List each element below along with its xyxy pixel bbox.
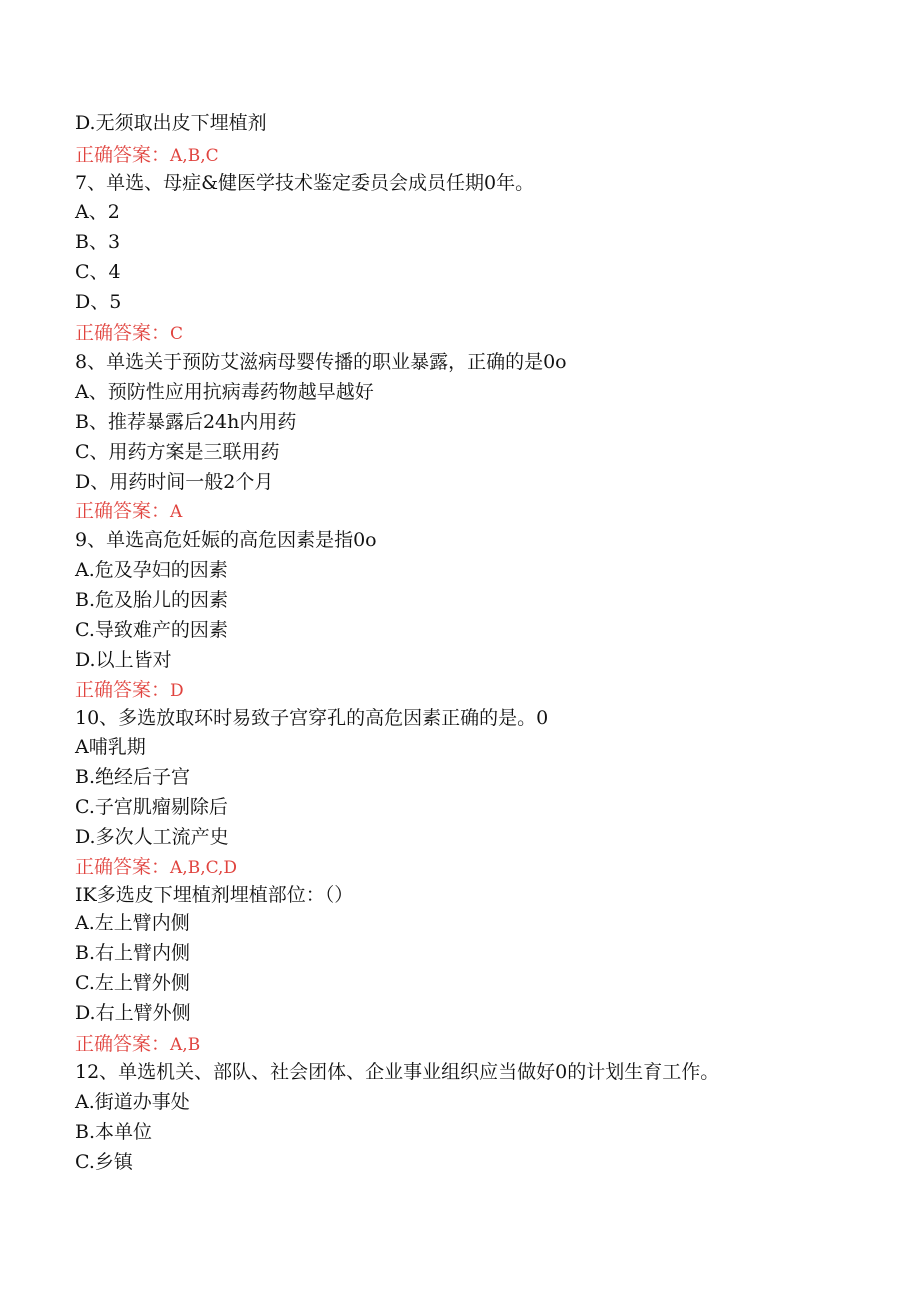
- option-line: A.街道办事处: [75, 1091, 190, 1113]
- option-line: C.子宫肌瘤剔除后: [75, 796, 228, 818]
- question-line: 7、单选、母症&健医学技术鉴定委员会成员任期0年。: [75, 172, 535, 194]
- option-line: B.绝经后子宫: [75, 766, 191, 788]
- answer-label: 正确答案：: [75, 1033, 171, 1055]
- answer-line: [75, 318, 183, 348]
- option-line: A、2: [75, 201, 120, 223]
- answer-label: 正确答案：: [75, 322, 171, 344]
- option-line: D、用药时间一般2个月: [75, 471, 274, 493]
- answer-line: [75, 496, 182, 526]
- option-line: D.多次人工流产史: [75, 826, 229, 848]
- option-line: D.右上臂外侧: [75, 1002, 191, 1024]
- answer-label: 正确答案：: [75, 500, 171, 522]
- answer-value: A: [170, 502, 183, 522]
- option-line: C、4: [75, 261, 121, 283]
- option-line: A哺乳期: [75, 736, 146, 758]
- option-line: B.危及胎儿的因素: [75, 589, 229, 611]
- question-line: IK多选皮下埋植剂埋植部位：（）: [75, 884, 354, 906]
- option-line: B.右上臂内侧: [75, 942, 191, 964]
- option-line: B、3: [75, 231, 121, 253]
- option-line: C、用药方案是三联用药: [75, 441, 280, 463]
- option-line: C.左上臂外侧: [75, 972, 190, 994]
- answer-value: A,B: [170, 1035, 201, 1055]
- option-line: C.乡镇: [75, 1151, 133, 1173]
- answer-value: D: [170, 681, 184, 701]
- question-line: 10、多选放取环时易致子宫穿孔的高危因素正确的是。0: [75, 707, 549, 729]
- answer-value: A,B,C: [170, 146, 219, 166]
- answer-line: [75, 852, 237, 882]
- option-line: A.危及孕妇的因素: [75, 559, 228, 581]
- question-line: 9、单选高危妊娠的高危因素是指0o: [75, 529, 377, 551]
- option-line: A、预防性应用抗病毒药物越早越好: [75, 381, 374, 403]
- option-line: D.以上皆对: [75, 649, 172, 671]
- answer-label: 正确答案：: [75, 856, 171, 878]
- answer-line: [75, 140, 219, 170]
- option-line: B.本单位: [75, 1121, 153, 1143]
- answer-value: C: [170, 324, 184, 344]
- answer-label: 正确答案：: [75, 679, 171, 701]
- option-line: B、推荐暴露后24h内用药: [75, 411, 297, 433]
- answer-line: [75, 1029, 200, 1059]
- answer-value: A,B,C,D: [170, 858, 238, 878]
- question-line: 8、单选关于预防艾滋病母婴传播的职业暴露，正确的是0o: [75, 351, 567, 373]
- answer-line: [75, 675, 184, 705]
- question-line: 12、单选机关、部队、社会团体、企业事业组织应当做好0的计划生育工作。: [75, 1061, 720, 1083]
- answer-label: 正确答案：: [75, 144, 171, 166]
- option-line: A.左上臂内侧: [75, 912, 190, 934]
- option-line: D、5: [75, 291, 122, 313]
- option-line: D.无须取出皮下埋植剂: [75, 112, 267, 134]
- option-line: C.导致难产的因素: [75, 619, 228, 641]
